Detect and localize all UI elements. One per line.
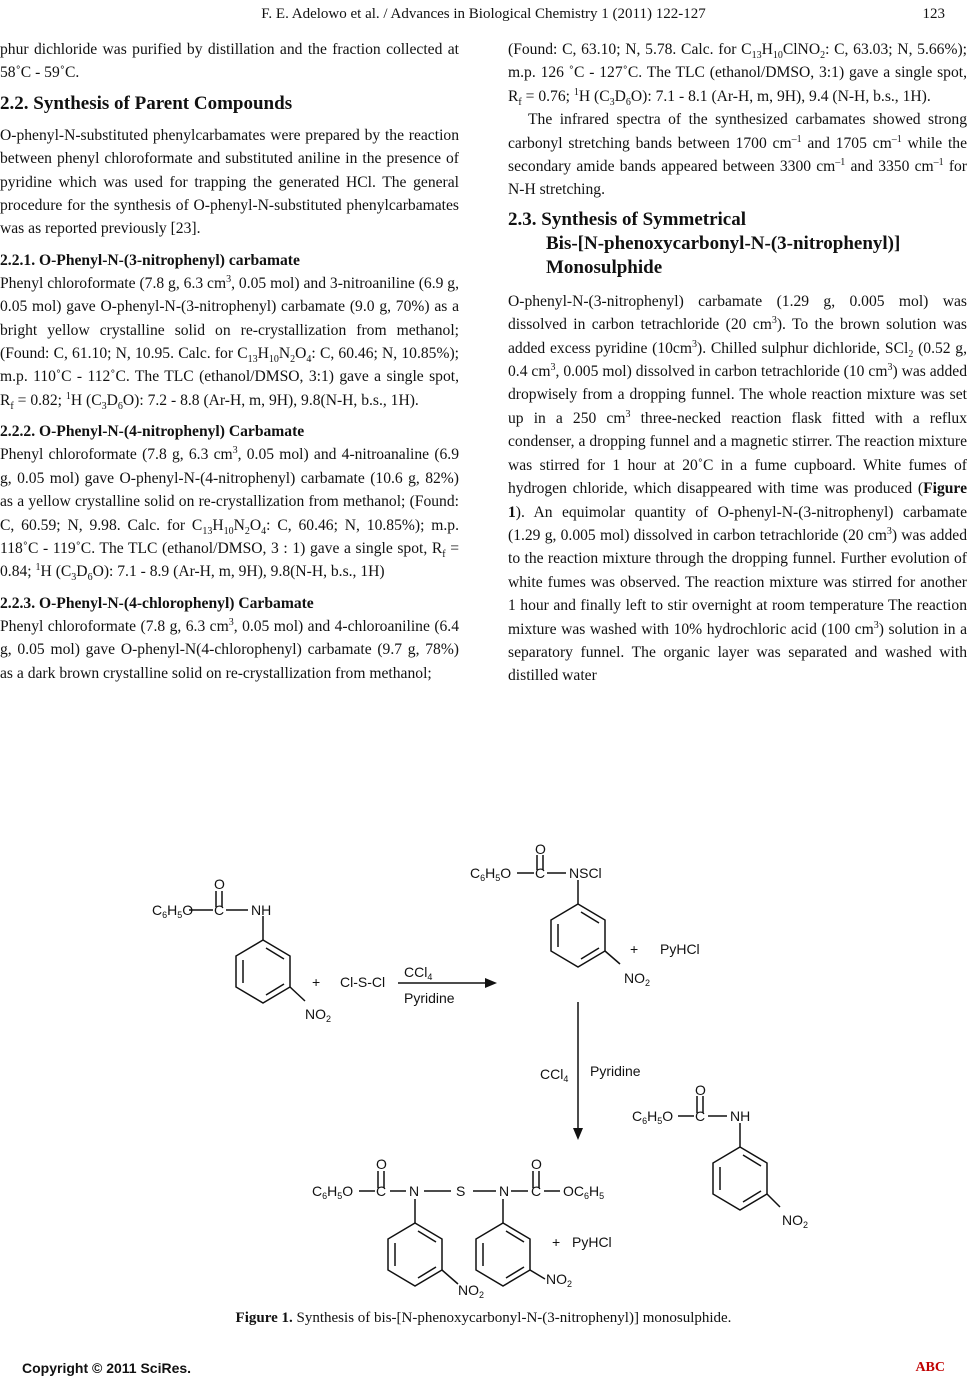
- product-no2-right: $NO_2$: [546, 1271, 573, 1289]
- caption-text: Synthesis of bis-[N-phenoxycarbonyl-N-(3-nitrophenyl)] monosulphide.: [292, 1310, 732, 1326]
- intermediate-no2: $NO_2$: [624, 970, 651, 988]
- intermediate-nscl: NSCl: [569, 865, 602, 881]
- reactant-carbonyl-o: O: [214, 876, 225, 892]
- product-n-right: N: [499, 1183, 510, 1199]
- subsection-heading-2-2-2: 2.2.2. O-Phenyl-N-(4-nitrophenyl) Carbamate: [0, 423, 305, 441]
- plus-2: +: [630, 941, 639, 957]
- reaction-scheme-figure: [0, 790, 967, 1310]
- section-heading-2-2: 2.2. Synthesis of Parent Compounds: [0, 92, 293, 114]
- subsection-2-2-1-paragraph: Phenyl chloroformate (7.8 g, 6.3 $cm^3$, 0.05 mol) and 3-nitroaniline (6.9 g, 0.05 mol) gave O-phenyl-N-(3-nitrophenyl) carbamate (9.0 g, 70%) as a bright yellow crystalline solid on re-crystallization from methanol; (Found: C, 61.10; N, 10.95. Calc. for $C_{13}H_{10}N_2O_4$: C, 60.46; N, 10.85%); m.p. 110˚C - 112˚C. The TLC (ethanol/DMSO, 3:1) gave a single spot, $R_f = 0.82$; $^1$H $(C_3D_6O)$: 7.2 - 8.8 (Ar-H, m, 9H), 9.8(N-H, b.s., 1H).: [0, 273, 459, 412]
- product-c-left: C: [376, 1183, 387, 1199]
- arrow1-pyridine: Pyridine: [404, 990, 455, 1006]
- left-column: [0, 38, 459, 685]
- subsection-2-2-3-paragraph: Phenyl chloroformate (7.8 g, 6.3 $cm^3$, 0.05 mol) and 4-chloroaniline (6.4 g, 0.05 mol) gave O-phenyl-N(4-chlorophenyl) carbamate (9.7 g, 78%) as a dark brown crystalline solid on re-crystallization from methanol;: [0, 616, 459, 682]
- right-column: [508, 38, 967, 688]
- copyright-notice: Copyright © 2011 SciRes.: [22, 1360, 192, 1376]
- arrow2-pyridine: Pyridine: [590, 1063, 641, 1079]
- intro-paragraph: phur dichloride was purified by distillation and the fraction collected at 58˚C - 59˚C.: [0, 41, 459, 82]
- subsection-heading-2-2-1: 2.2.1. O-Phenyl-N-(3-nitrophenyl) carbamate: [0, 251, 300, 269]
- reactant2-c6h5o: $C_6H_5O$: [632, 1108, 674, 1126]
- reactant2-nh: NH: [730, 1108, 751, 1124]
- infrared-paragraph: The infrared spectra of the synthesized carbamates showed strong carbonyl stretching bands between 1700 $cm^{-1}$ and 1705 $cm^{-1}$ while the secondary amide bands appeared between 3300 $cm^{-1}$ and 3350 $cm^{-1}$ for N-H stretching.: [508, 111, 967, 199]
- continued-paragraph: (Found: C, 63.10; N, 5.78. Calc. for $C_{13}H_{10}ClNO_2$: C, 63.03; N, 5.66%); m.p. 126 ˚C - 127˚C. The TLC (ethanol/DMSO, 3:1) gave a single spot, $R_f = 0.76$; $^1$H $(C_3D_6O)$: 7.1 - 8.1 (Ar-H, m, 9H), 9.4 (N-H, b.s., 1H).: [508, 41, 967, 108]
- product-n-left: N: [409, 1183, 420, 1199]
- section-2-3-paragraph: O-phenyl-N-(3-nitrophenyl) carbamate (1.29 g, 0.005 mol) was dissolved in carbon tetrachloride (20 $cm^3$). To the brown solution was added excess pyridine $(10cm^3)$. Chilled sulphur dichloride, SCl$_2$ (0.52 g, 0.4 $cm^3$, 0.005 mol) dissolved in carbon tetrachloride (10 $cm^3$) was added dropwisely from a dropping funnel. The whole reaction mixture was set up in a 250 $cm^3$ three-necked reaction flask fitted with a reflux condenser, a dropping funnel and a magnetic stirrer. The reaction mixture was stirred for 1 hour at 20˚C in a fume cupboard. White fumes of hydrogen chloride, which disappeared with time was produced (Figure 1). An equimolar quantity of O-phenyl-N-(3-nitrophenyl) carbamate (1.29 g, 0.005 mol) dissolved in carbon tetrachloride (20 $cm^3$) was added to the reaction mixture through the dropping funnel. Further evolution of white fumes was observed. The reaction mixture was stirred for another 1 hour and finally left to stir overnight at room temperature The reaction mixture was washed with 10% hydrochloric acid (100 $cm^3$) solution in a separatory funnel. The organic layer was separated and washed with distilled water: [508, 292, 967, 685]
- pyhcl-1: PyHCl: [660, 941, 700, 957]
- subsection-2-2-2-paragraph: Phenyl chloroformate (7.8 g, 6.3 $cm^3$, 0.05 mol) and 4-nitroanaline (6.9 g, 0.05 mol) gave O-phenyl-N-(4-nitrophenyl) carbamate (10.6 g, 82%) as a yellow crystalline solid on re-crystallization from methanol; (Found: C, 60.59; N, 9.98. Calc. for $C_{13}H_{10}N_2O_4$: C, 60.46; N, 10.85%); m.p. 118˚C - 119˚C. The TLC (ethanol/DMSO, 3 : 1) gave a single spot, $R_f = 0.84$; $^1$H $(C_3D_6O)$: 7.1 - 8.9 (Ar-H, m, 9H), 9.8(N-H, b.s., 1H): [0, 445, 460, 584]
- product-oc6h5-right: $OC_6H_5$: [563, 1183, 605, 1201]
- subsection-heading-2-2-3: 2.2.3. O-Phenyl-N-(4-chlorophenyl) Carbamate: [0, 594, 314, 612]
- reactant-c6h5o: $C_6H_5O$: [152, 902, 194, 920]
- arrow1-ccl4: CCl$_4$: [404, 964, 433, 982]
- page-number: 123: [922, 6, 945, 22]
- product-no2-left: $NO_2$: [458, 1282, 485, 1300]
- arrow2-ccl4: CCl$_4$: [540, 1066, 569, 1084]
- reactant-nh: NH: [251, 902, 272, 918]
- plus-1: +: [312, 974, 321, 990]
- reactant2-carbonyl-o: O: [695, 1082, 706, 1098]
- product-s: S: [456, 1183, 466, 1199]
- product-c-right: C: [531, 1183, 542, 1199]
- intermediate-c: C: [535, 865, 546, 881]
- intermediate-c6h5o: $C_6H_5O$: [470, 865, 512, 883]
- reactant2-no2: $NO_2$: [782, 1212, 809, 1230]
- product-c6h5o-left: $C_6H_5O$: [312, 1183, 354, 1201]
- product-carbonyl-o-left: O: [376, 1156, 387, 1172]
- section-2-2-paragraph: O-phenyl-N-substituted phenylcarbamates were prepared by the reaction between phenyl chloroformate and substituted aniline in the presence of pyridine which was used for trapping the generated HCl. The general procedure for the synthesis of O-phenyl-N-substituted phenylcarbamates was as reported previously [23].: [0, 126, 459, 238]
- reactant-c: C: [214, 902, 225, 918]
- reactant-no2: $NO_2$: [305, 1006, 332, 1024]
- running-head: F. E. Adelowo et al. / Advances in Biological Chemistry 1 (2011) 122-127: [261, 6, 706, 22]
- section-heading-2-3: 2.3. Synthesis of Symmetrical Bis-[N-phenoxycarbonyl-N-(3-nitrophenyl)] Monosulphide: [508, 208, 901, 278]
- reactant2-c: C: [695, 1108, 706, 1124]
- intermediate-carbonyl-o: O: [535, 841, 546, 857]
- figure-caption: [0, 1310, 967, 1327]
- plus-3: +: [552, 1234, 561, 1250]
- product-carbonyl-o-right: O: [531, 1156, 542, 1172]
- reagent-scl2: Cl-S-Cl: [340, 974, 386, 990]
- publisher-mark: ABC: [915, 1360, 945, 1375]
- caption-label: Figure 1.: [235, 1310, 293, 1326]
- pyhcl-2: PyHCl: [572, 1234, 612, 1250]
